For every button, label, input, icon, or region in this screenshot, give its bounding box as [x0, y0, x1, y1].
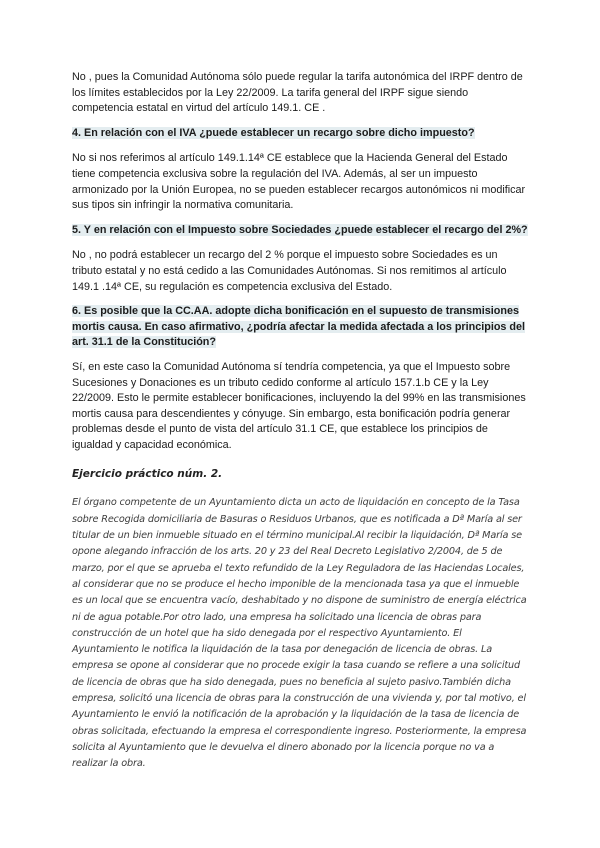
question-6-heading — [72, 304, 528, 351]
question-5-text: 5. Y en relación con el Impuesto sobre Sociedades ¿puede establecer el recargo del 2%? — [72, 223, 528, 236]
question-6-text: 6. Es posible que la CC.AA. adopte dicha bonificación en el supuesto de transmisiones mortis causa. En caso afirmativo, ¿podría afectar la medida afectada a los principios del art. 31.1 de la Constitución? — [72, 305, 526, 349]
question-5-heading — [72, 223, 528, 239]
answer-4-paragraph: No si nos referimos al artículo 149.1.14ª CE establece que la Hacienda General del Estado tiene competencia exclusiva sobre la regulación del IVA. Además, al ser un impuesto armonizado por la Unión Europea, no se pueden establecer recargos autonómicos ni modificar sus tipos sin infringir la normativa comunitaria. — [72, 152, 526, 212]
answer-6-paragraph: Sí, en este caso la Comunidad Autónoma sí tendría competencia, ya que el Impuesto sobre Sucesiones y Donaciones es un tributo cedido conforme al artículo 157.1.b CE y la Ley 22/2009. Esto le permite establecer bonificaciones, incluyendo la del 99% en las transmisiones mortis causa para descendientes y cónyuge. Sin embargo, esta bonificación podría generar problemas desde el punto de vista del artículo 31.1 CE, que establece los principios de igualdad y capacidad económica. — [72, 360, 526, 451]
exercise-title: Ejercicio práctico núm. 2. — [72, 468, 223, 481]
answer-3-paragraph: No , pues la Comunidad Autónoma sólo puede regular la tarifa autonómica del IRPF dentro de los límites establecidos por la Ley 22/2009. La tarifa general del IRPF sigue siendo competencia estatal en virtud del artículo 149.1. CE . — [72, 71, 523, 115]
question-4-text: 4. En relación con el IVA ¿puede establecer un recargo sobre dicho impuesto? — [72, 126, 475, 139]
question-4-heading — [72, 126, 528, 142]
exercise-statement: El órgano competente de un Ayuntamiento dicta un acto de liquidación en concepto de la Tasa sobre Recogida domiciliaria de Basuras o Residuos Urbanos, que es notificada a Dª María al ser titular de un bien inmueble situado en el término municipal.Al recibir la liquidación, Dª María se opone alegando infracción de los arts. 20 y 23 del Real Decreto Legislativo 2/2004, de 5 de marzo, por el que se aprueba el texto refundido de la Ley Reguladora de las Haciendas Locales, al considerar que no se produce el hecho imponible de la mencionada tasa ya que el inmueble es un local que se encuentra vacío, deshabitado y no dispone de suministro de energía eléctrica ni de agua potable.Por otro lado, una empresa ha solicitado una licencia de obras para construcción de un hotel que ha sido denegada por el respectivo Ayuntamiento. El Ayuntamiento le notifica la liquidación de la tasa por denegación de licencia de obras. La empresa se opone al considerar que no procede exigir la tasa cuando se refiere a una solicitud de licencia de obras que ha sido denegada, pues no beneficia al sujeto pasivo.También dicha empresa, solicitó una licencia de obras para la construcción de una vivienda y, por tal motivo, el Ayuntamiento le envió la notificación de la aprobación y la liquidación de la tasa de licencia de obras solicitada, efectuando la empresa el correspondiente ingreso. Posteriormente, la empresa solicita al Ayuntamiento que le devuelva el dinero abonado por la licencia porque no va a realizar la obra. — [72, 497, 527, 770]
answer-5-paragraph: No , no podrá establecer un recargo del 2 % porque el impuesto sobre Sociedades es un tributo estatal y no está cedido a las Comunidades Autónomas. Si nos remitimos al artículo 149.1 .14ª CE, su regulación es competencia exclusiva del Estado. — [72, 249, 507, 293]
